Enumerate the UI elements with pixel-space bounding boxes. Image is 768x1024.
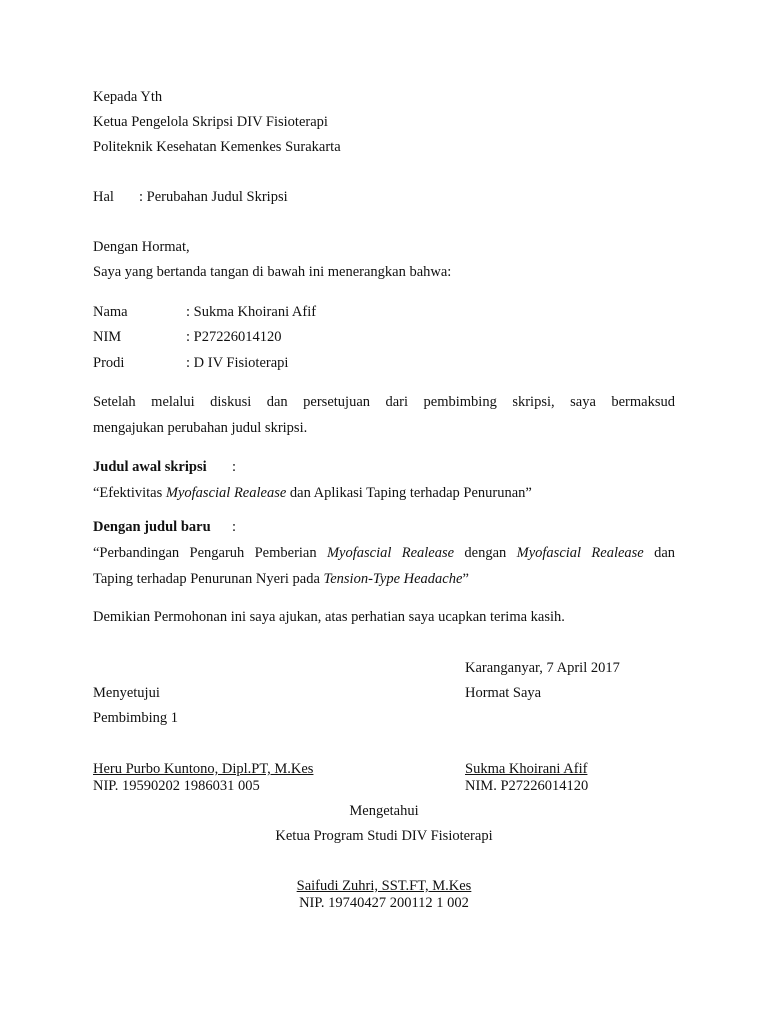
new-title-line-1: “Perbandingan Pengaruh Pemberian Myofascial Realease dengan Myofascial Realease dan (93, 545, 676, 561)
identity-value-prodi: : D IV Fisioterapi (186, 355, 289, 371)
student-name-signature: Sukma Khoirani Afif (465, 761, 588, 777)
supervisor-nip: NIP. 19590202 1986031 005 (93, 778, 260, 794)
program-head-name: Saifudi Zuhri, SST.FT, M.Kes (296, 878, 472, 894)
old-title-heading: Judul awal skripsi (93, 459, 207, 475)
addressee-line-3: Politeknik Kesehatan Kemenkes Surakarta (93, 139, 341, 155)
program-head-nip: NIP. 19740427 200112 1 002 (299, 895, 469, 911)
acknowledged-label: Mengetahui (349, 803, 419, 819)
identity-label-nim: NIM (93, 329, 122, 345)
identity-label-prodi: Prodi (93, 355, 125, 371)
greeting: Dengan Hormat, (93, 239, 190, 255)
approval-label: Menyetujui (93, 685, 160, 701)
body-paragraph-line-1: Setelah melalui diskusi dan persetujuan dari pembimbing skripsi, saya bermaksud (93, 394, 675, 410)
program-head-label: Ketua Program Studi DIV Fisioterapi (275, 828, 493, 844)
new-title-colon: : (232, 519, 237, 535)
new-title-heading: Dengan judul baru (93, 519, 211, 535)
identity-value-nim: : P27226014120 (186, 329, 282, 345)
student-nim-signature: NIM. P27226014120 (465, 778, 589, 794)
regards-label: Hormat Saya (465, 685, 542, 701)
identity-label-name: Nama (93, 304, 128, 320)
old-title-colon: : (232, 459, 237, 475)
supervisor-label: Pembimbing 1 (93, 710, 178, 726)
subject-label: Hal (93, 189, 114, 205)
identity-value-name: : Sukma Khoirani Afif (186, 304, 317, 320)
new-title-line-2: Taping terhadap Penurunan Nyeri pada Tension-Type Headache” (93, 571, 469, 587)
body-paragraph-line-2: mengajukan perubahan judul skripsi. (93, 420, 308, 436)
opening-statement: Saya yang bertanda tangan di bawah ini menerangkan bahwa: (93, 264, 452, 280)
subject-value: : Perubahan Judul Skripsi (139, 189, 288, 205)
addressee-line-1: Kepada Yth (93, 89, 163, 105)
place-date: Karanganyar, 7 April 2017 (465, 660, 620, 676)
old-title-text: “Efektivitas Myofascial Realease dan Aplikasi Taping terhadap Penurunan” (93, 485, 532, 501)
addressee-line-2: Ketua Pengelola Skripsi DIV Fisioterapi (93, 114, 328, 130)
supervisor-name: Heru Purbo Kuntono, Dipl.PT, M.Kes (93, 761, 314, 777)
closing-sentence: Demikian Permohonan ini saya ajukan, atas perhatian saya ucapkan terima kasih. (93, 609, 565, 625)
